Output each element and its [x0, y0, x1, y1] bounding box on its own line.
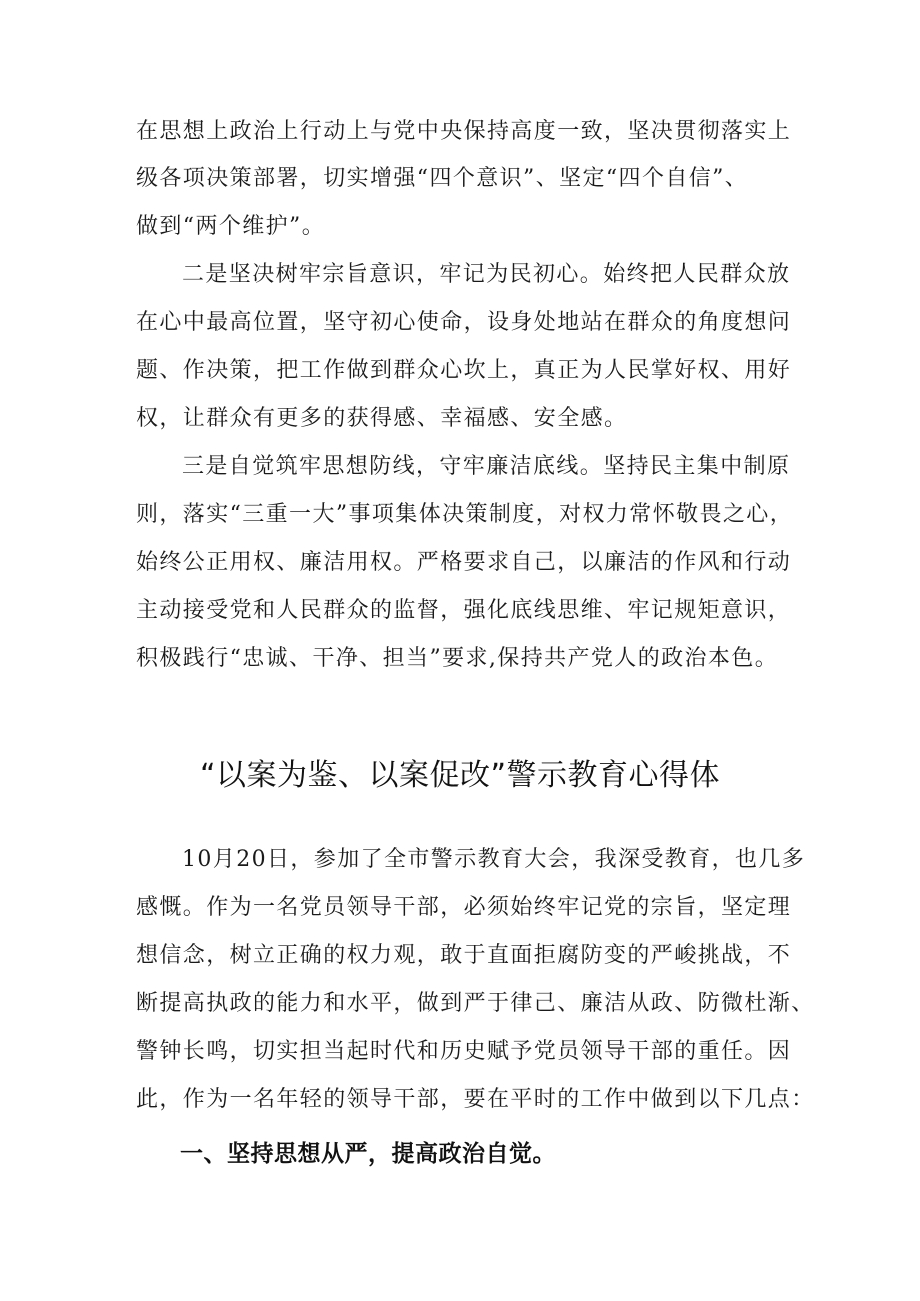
paragraph-line: 想信念，树立正确的权力观，敢于直面拒腐防变的严峻挑战，不 [136, 943, 792, 968]
paragraph-line: 三是自觉筑牢思想防线，守牢廉洁底线。坚持民主集中制原 [182, 454, 791, 479]
paragraph-line: 始终公正用权、廉洁用权。严格要求自己，以廉洁的作风和行动 [136, 550, 792, 575]
section-heading: 一、坚持思想从严，提高政治自觉。 [180, 1141, 556, 1167]
paragraph-line: 积极践行“忠诚、干净、担当”要求,保持共产党人的政治本色。 [136, 646, 779, 671]
paragraph-line: 10月20日，参加了全市警示教育大会，我深受教育，也几多 [182, 847, 806, 872]
paragraph-line: 主动接受党和人民群众的监督，强化底线思维、牢记规矩意识， [136, 598, 792, 623]
paragraph-line: 此，作为一名年轻的领导干部，要在平时的工作中做到以下几点： [136, 1087, 815, 1112]
paragraph-line: 级各项决策部署，切实增强“四个意识”、坚定“四个自信”、 [136, 166, 749, 191]
paragraph-line: 在思想上政治上行动上与党中央保持高度一致，坚决贯彻落实上 [136, 119, 792, 144]
paragraph-line: 权，让群众有更多的获得感、幸福感、安全感。 [136, 406, 628, 431]
paragraph-line: 警钟长鸣，切实担当起时代和历史赋予党员领导干部的重任。因 [136, 1039, 792, 1064]
paragraph-line: 做到“两个维护”。 [136, 214, 326, 239]
paragraph-line: 二是坚决树牢宗旨意识，牢记为民初心。始终把人民群众放 [182, 262, 791, 287]
article-title: “以案为鉴、以案促改”警示教育心得体 [199, 758, 721, 793]
paragraph-line: 感慨。作为一名党员领导干部，必须始终牢记党的宗旨，坚定理 [136, 895, 792, 920]
paragraph-line: 则，落实“三重一大”事项集体决策制度，对权力常怀敬畏之心， [136, 502, 794, 527]
paragraph-line: 在心中最高位置，坚守初心使命，设身处地站在群众的角度想问 [136, 310, 792, 335]
paragraph-line: 题、作决策，把工作做到群众心坎上，真正为人民掌好权、用好 [136, 358, 792, 383]
paragraph-line: 断提高执政的能力和水平，做到严于律己、廉洁从政、防微杜渐、 [136, 991, 815, 1016]
